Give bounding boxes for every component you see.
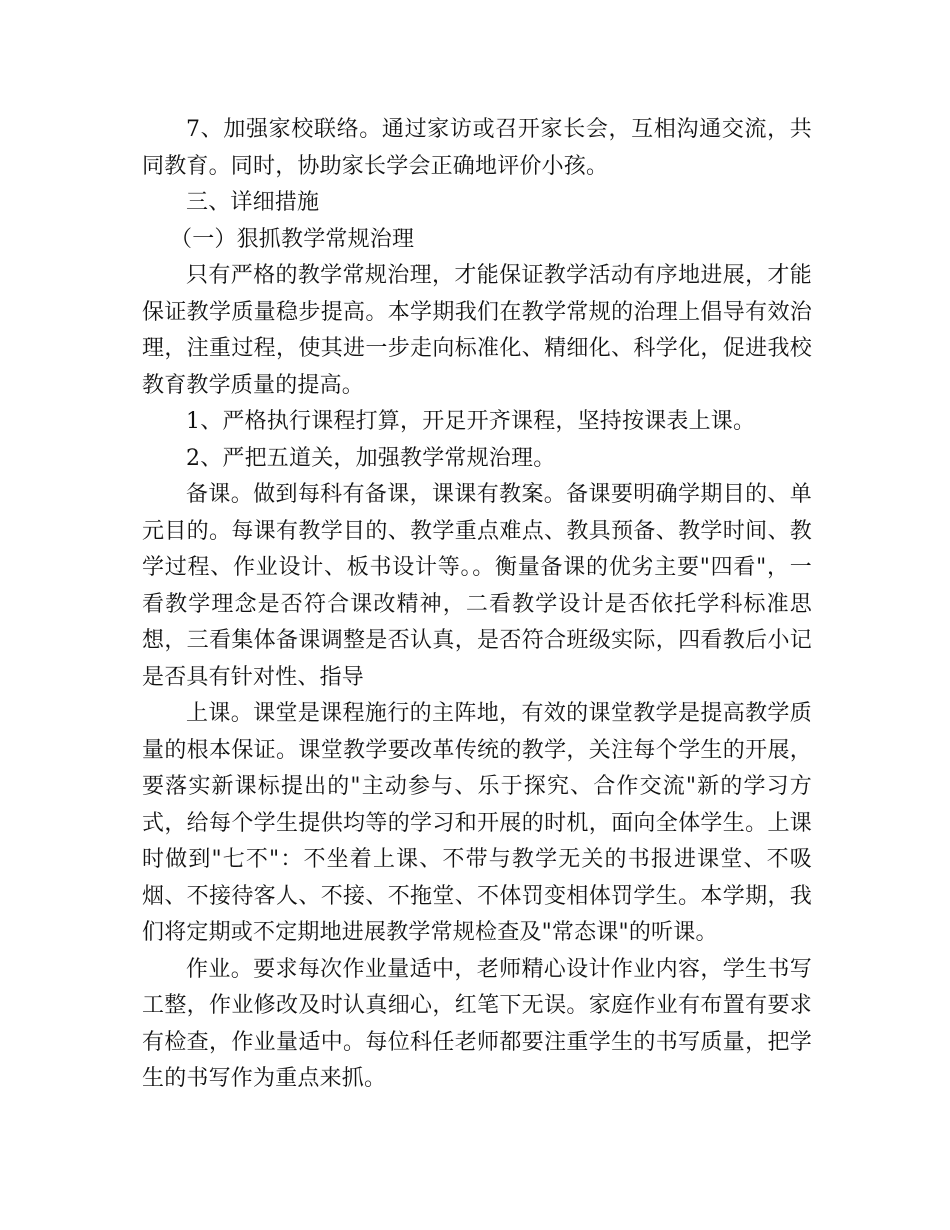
paragraph-five-checkpoints: 2、严把五道关，加强教学常规治理。 — [186, 445, 556, 471]
section-heading-measures: 三、详细措施 — [186, 190, 320, 215]
paragraph-homework: 作业。要求每次作业量适中，老师精心设计作业内容，学生书写工整，作业修改及时认真细心，红笔下无误。家庭作业有布置有要求有检查，作业量适中。每位科任老师都要注重学生的书写质量，把学生的书写作为重点来抓。 — [142, 956, 812, 1091]
subsection-heading-teaching-routine: （一）狠抓教学常规治理 — [170, 226, 415, 252]
paragraph-classroom-teaching: 上课。课堂是课程施行的主阵地，有效的课堂教学是提高教学质量的根本保证。课堂教学要改革传统的教学，关注每个学生的开展，要落实新课标提出的"主动参与、乐于探究、合作交流"新的学习方式，给每个学生提供均等的学习和开展的时机，面向全体学生。上课时做到"七不"：不坐着上课、不带与教学无关的书报进课堂、不吸烟、不接待客人、不接、不拖堂、不体罚变相体罚学生。本学期，我们将定期或不定期地进展教学常规检查及"常态课"的听课。 — [142, 701, 812, 945]
paragraph-home-school-contact: 7、加强家校联络。通过家访或召开家长会，互相沟通交流，共同教育。同时，协助家长学会正确地评价小孩。 — [142, 117, 812, 179]
paragraph-lesson-preparation: 备课。做到每科有备课，课课有教案。备课要明确学期目的、单元目的。每课有教学目的、教学重点难点、教具预备、教学时间、教学过程、作业设计、板书设计等。。衡量备课的优劣主要"四看"，一看教学理念是否符合课改精神，二看教学设计是否依托学科标准思想，三看集体备课调整是否认真，是否符合班级实际，四看教后小记是否具有针对性、指导 — [142, 482, 812, 690]
paragraph-routine-management: 只有严格的教学常规治理，才能保证教学活动有序地进展，才能保证教学质量稳步提高。本学期我们在教学常规的治理上倡导有效治理，注重过程，使其进一步走向标准化、精细化、科学化，促进我校教育教学质量的提高。 — [142, 263, 812, 398]
document-page — [142, 112, 812, 1098]
paragraph-curriculum-plan: 1、严格执行课程打算，开足开齐课程，坚持按课表上课。 — [186, 409, 756, 434]
